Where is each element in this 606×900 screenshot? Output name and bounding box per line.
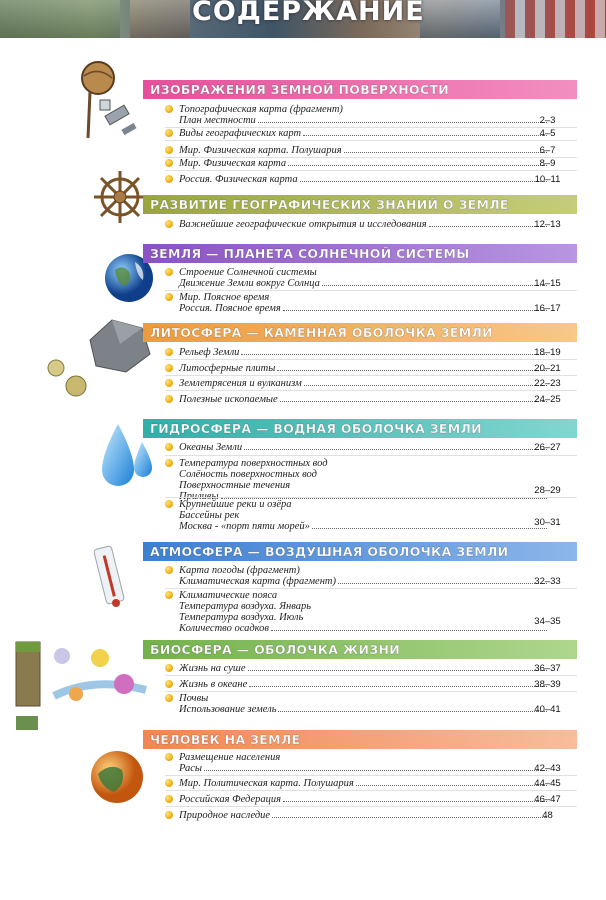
bullet-icon bbox=[165, 500, 173, 508]
bullet-icon bbox=[165, 159, 173, 167]
entry-line: Землетрясения и вулканизм bbox=[179, 378, 302, 389]
section-title: БИОСФЕРА — ОБОЛОЧКА ЖИЗНИ bbox=[150, 642, 400, 657]
bullet-icon bbox=[165, 220, 173, 228]
toc-entry[interactable] bbox=[165, 347, 570, 358]
entry-pages: 8–9 bbox=[539, 158, 556, 169]
toc-entry[interactable] bbox=[165, 778, 570, 789]
toc-entry[interactable] bbox=[165, 267, 570, 289]
entry-pages: 32–33 bbox=[534, 576, 561, 587]
entry-pages: 44–45 bbox=[534, 778, 561, 789]
entry-pages: 10–11 bbox=[534, 174, 561, 185]
toc-entry[interactable] bbox=[165, 145, 570, 156]
bullet-icon bbox=[165, 694, 173, 702]
section-bar-lithosphere[interactable] bbox=[143, 323, 577, 342]
toc-entry[interactable] bbox=[165, 292, 570, 314]
entry-pages: 14–15 bbox=[534, 278, 561, 289]
section-title: ЗЕМЛЯ — ПЛАНЕТА СОЛНЕЧНОЙ СИСТЕМЫ bbox=[150, 246, 470, 261]
entry-pages: 24–25 bbox=[534, 394, 561, 405]
entry-pages: 16–17 bbox=[534, 303, 561, 314]
entry-line: Москва - «порт пяти морей» bbox=[179, 521, 310, 532]
toc-entry[interactable] bbox=[165, 174, 570, 185]
toc-entry[interactable] bbox=[165, 104, 570, 126]
entry-line: Температура воздуха. Январь bbox=[179, 601, 312, 612]
section-bar-earth-planet[interactable] bbox=[143, 244, 577, 263]
bullet-icon bbox=[165, 348, 173, 356]
human-globe-icon bbox=[88, 748, 146, 806]
entry-pages: 12–13 bbox=[534, 219, 561, 230]
bullet-icon bbox=[165, 364, 173, 372]
biosphere-creatures-icon bbox=[14, 636, 154, 732]
globe-satellite-icon bbox=[70, 52, 140, 144]
toc-entry[interactable] bbox=[165, 219, 570, 230]
toc-entry[interactable] bbox=[165, 663, 570, 674]
entry-line: План местности bbox=[179, 115, 256, 126]
toc-entry[interactable] bbox=[165, 590, 570, 634]
entry-pages: 48 bbox=[542, 810, 553, 821]
section-title: РАЗВИТИЕ ГЕОГРАФИЧЕСКИХ ЗНАНИЙ О ЗЕМЛЕ bbox=[150, 197, 509, 212]
toc-entry[interactable] bbox=[165, 499, 570, 532]
bullet-icon bbox=[165, 459, 173, 467]
entry-line: Поверхностные течения bbox=[179, 480, 291, 491]
toc-entry[interactable] bbox=[165, 458, 570, 502]
section-bar-image-surface[interactable] bbox=[143, 80, 577, 99]
entry-line: Мир. Поясное время bbox=[179, 292, 270, 303]
page-title: СОДЕРЖАНИЕ bbox=[192, 0, 425, 27]
toc-entry[interactable] bbox=[165, 158, 570, 169]
section-title: ЛИТОСФЕРА — КАМЕННАЯ ОБОЛОЧКА ЗЕМЛИ bbox=[150, 325, 493, 340]
bullet-icon bbox=[165, 664, 173, 672]
thermometer-icon bbox=[92, 545, 132, 611]
bullet-icon bbox=[165, 795, 173, 803]
bullet-icon bbox=[165, 293, 173, 301]
entry-line: Крупнейшие реки и озёра bbox=[179, 499, 292, 510]
toc-entry[interactable] bbox=[165, 810, 570, 821]
entry-line: Солёность поверхностных вод bbox=[179, 469, 317, 480]
entry-pages: 42–43 bbox=[534, 763, 561, 774]
section-title: ЧЕЛОВЕК НА ЗЕМЛЕ bbox=[150, 732, 301, 747]
entry-pages: 36–37 bbox=[534, 663, 561, 674]
entry-line: Бассейны рек bbox=[179, 510, 240, 521]
entry-line: Природное наследие bbox=[179, 810, 271, 821]
bullet-icon bbox=[165, 146, 173, 154]
toc-entry[interactable] bbox=[165, 565, 570, 587]
entry-line: Строение Солнечной системы bbox=[179, 267, 317, 278]
entry-line: Размещение населения bbox=[179, 752, 281, 763]
entry-line: Движение Земли вокруг Солнца bbox=[179, 278, 320, 289]
bullet-icon bbox=[165, 591, 173, 599]
banner-photo-landscape bbox=[0, 0, 120, 38]
toc-entry[interactable] bbox=[165, 693, 570, 715]
entry-line: Приливы bbox=[179, 491, 219, 502]
entry-line: Литосферные плиты bbox=[179, 363, 276, 374]
entry-line: Мир. Физическая карта bbox=[179, 158, 287, 169]
toc-entry[interactable] bbox=[165, 128, 570, 139]
header-banner bbox=[0, 0, 606, 38]
toc-entry[interactable] bbox=[165, 794, 570, 805]
entry-line: Климатические пояса bbox=[179, 590, 278, 601]
entry-pages: 38–39 bbox=[534, 679, 561, 690]
section-title: ГИДРОСФЕРА — ВОДНАЯ ОБОЛОЧКА ЗЕМЛИ bbox=[150, 421, 482, 436]
entry-pages: 20–21 bbox=[534, 363, 561, 374]
toc-entry[interactable] bbox=[165, 394, 570, 405]
section-bar-atmosphere[interactable] bbox=[143, 542, 577, 561]
bullet-icon bbox=[165, 379, 173, 387]
entry-pages: 2–3 bbox=[539, 115, 556, 126]
entry-pages: 6–7 bbox=[539, 145, 556, 156]
bullet-icon bbox=[165, 566, 173, 574]
entry-pages: 18–19 bbox=[534, 347, 561, 358]
toc-entry[interactable] bbox=[165, 752, 570, 774]
bullet-icon bbox=[165, 395, 173, 403]
entry-line: Российская Федерация bbox=[179, 794, 281, 805]
banner-photo-people bbox=[130, 0, 190, 38]
section-bar-geo-knowledge[interactable] bbox=[143, 195, 577, 214]
ship-wheel-icon bbox=[92, 168, 148, 226]
bullet-icon bbox=[165, 175, 173, 183]
entry-line: Почвы bbox=[179, 693, 209, 704]
entry-line: Рельеф Земли bbox=[179, 347, 240, 358]
toc-entry[interactable] bbox=[165, 442, 570, 453]
entry-line: Виды географических карт bbox=[179, 128, 302, 139]
section-title: АТМОСФЕРА — ВОЗДУШНАЯ ОБОЛОЧКА ЗЕМЛИ bbox=[150, 544, 509, 559]
entry-line: Использование земель bbox=[179, 704, 277, 715]
entry-line: Топографическая карта (фрагмент) bbox=[179, 104, 343, 115]
entry-pages: 30–31 bbox=[534, 517, 561, 528]
entry-pages: 28–29 bbox=[534, 485, 561, 496]
entry-line: Температура поверхностных вод bbox=[179, 458, 328, 469]
entry-pages: 22–23 bbox=[534, 378, 561, 389]
entry-line: Карта погоды (фрагмент) bbox=[179, 565, 300, 576]
entry-pages: 34–35 bbox=[534, 616, 561, 627]
entry-line: Мир. Политическая карта. Полушария bbox=[179, 778, 354, 789]
banner-photo-ship bbox=[420, 0, 500, 38]
entry-line: Полезные ископаемые bbox=[179, 394, 278, 405]
section-bar-biosphere[interactable] bbox=[143, 640, 577, 659]
section-title: ИЗОБРАЖЕНИЯ ЗЕМНОЙ ПОВЕРХНОСТИ bbox=[150, 82, 450, 97]
bullet-icon bbox=[165, 811, 173, 819]
entry-line: Россия. Поясное время bbox=[179, 303, 281, 314]
bullet-icon bbox=[165, 753, 173, 761]
entry-line: Мир. Физическая карта. Полушария bbox=[179, 145, 342, 156]
bullet-icon bbox=[165, 105, 173, 113]
entry-pages: 46–47 bbox=[534, 794, 561, 805]
toc-entry[interactable] bbox=[165, 363, 570, 374]
entry-line: Количество осадков bbox=[179, 623, 269, 634]
section-bar-human[interactable] bbox=[143, 730, 577, 749]
entry-line: Температура воздуха. Июль bbox=[179, 612, 304, 623]
entry-line: Расы bbox=[179, 763, 203, 774]
bullet-icon bbox=[165, 268, 173, 276]
entry-line: Климатическая карта (фрагмент) bbox=[179, 576, 336, 587]
entry-pages: 4–5 bbox=[539, 128, 556, 139]
bullet-icon bbox=[165, 443, 173, 451]
banner-photo-flags bbox=[505, 0, 606, 38]
section-bar-hydrosphere[interactable] bbox=[143, 419, 577, 438]
entry-line: Жизнь на суше bbox=[179, 663, 246, 674]
entry-line: Важнейшие географические открытия и исследования bbox=[179, 219, 427, 230]
entry-line: Океаны Земли bbox=[179, 442, 243, 453]
bullet-icon bbox=[165, 779, 173, 787]
toc-entry[interactable] bbox=[165, 679, 570, 690]
rock-minerals-icon bbox=[42, 310, 154, 402]
entry-line: Россия. Физическая карта bbox=[179, 174, 298, 185]
entry-pages: 26–27 bbox=[534, 442, 561, 453]
toc-entry[interactable] bbox=[165, 378, 570, 389]
entry-pages: 40–41 bbox=[534, 704, 561, 715]
bullet-icon bbox=[165, 129, 173, 137]
entry-line: Жизнь в океане bbox=[179, 679, 248, 690]
bullet-icon bbox=[165, 680, 173, 688]
